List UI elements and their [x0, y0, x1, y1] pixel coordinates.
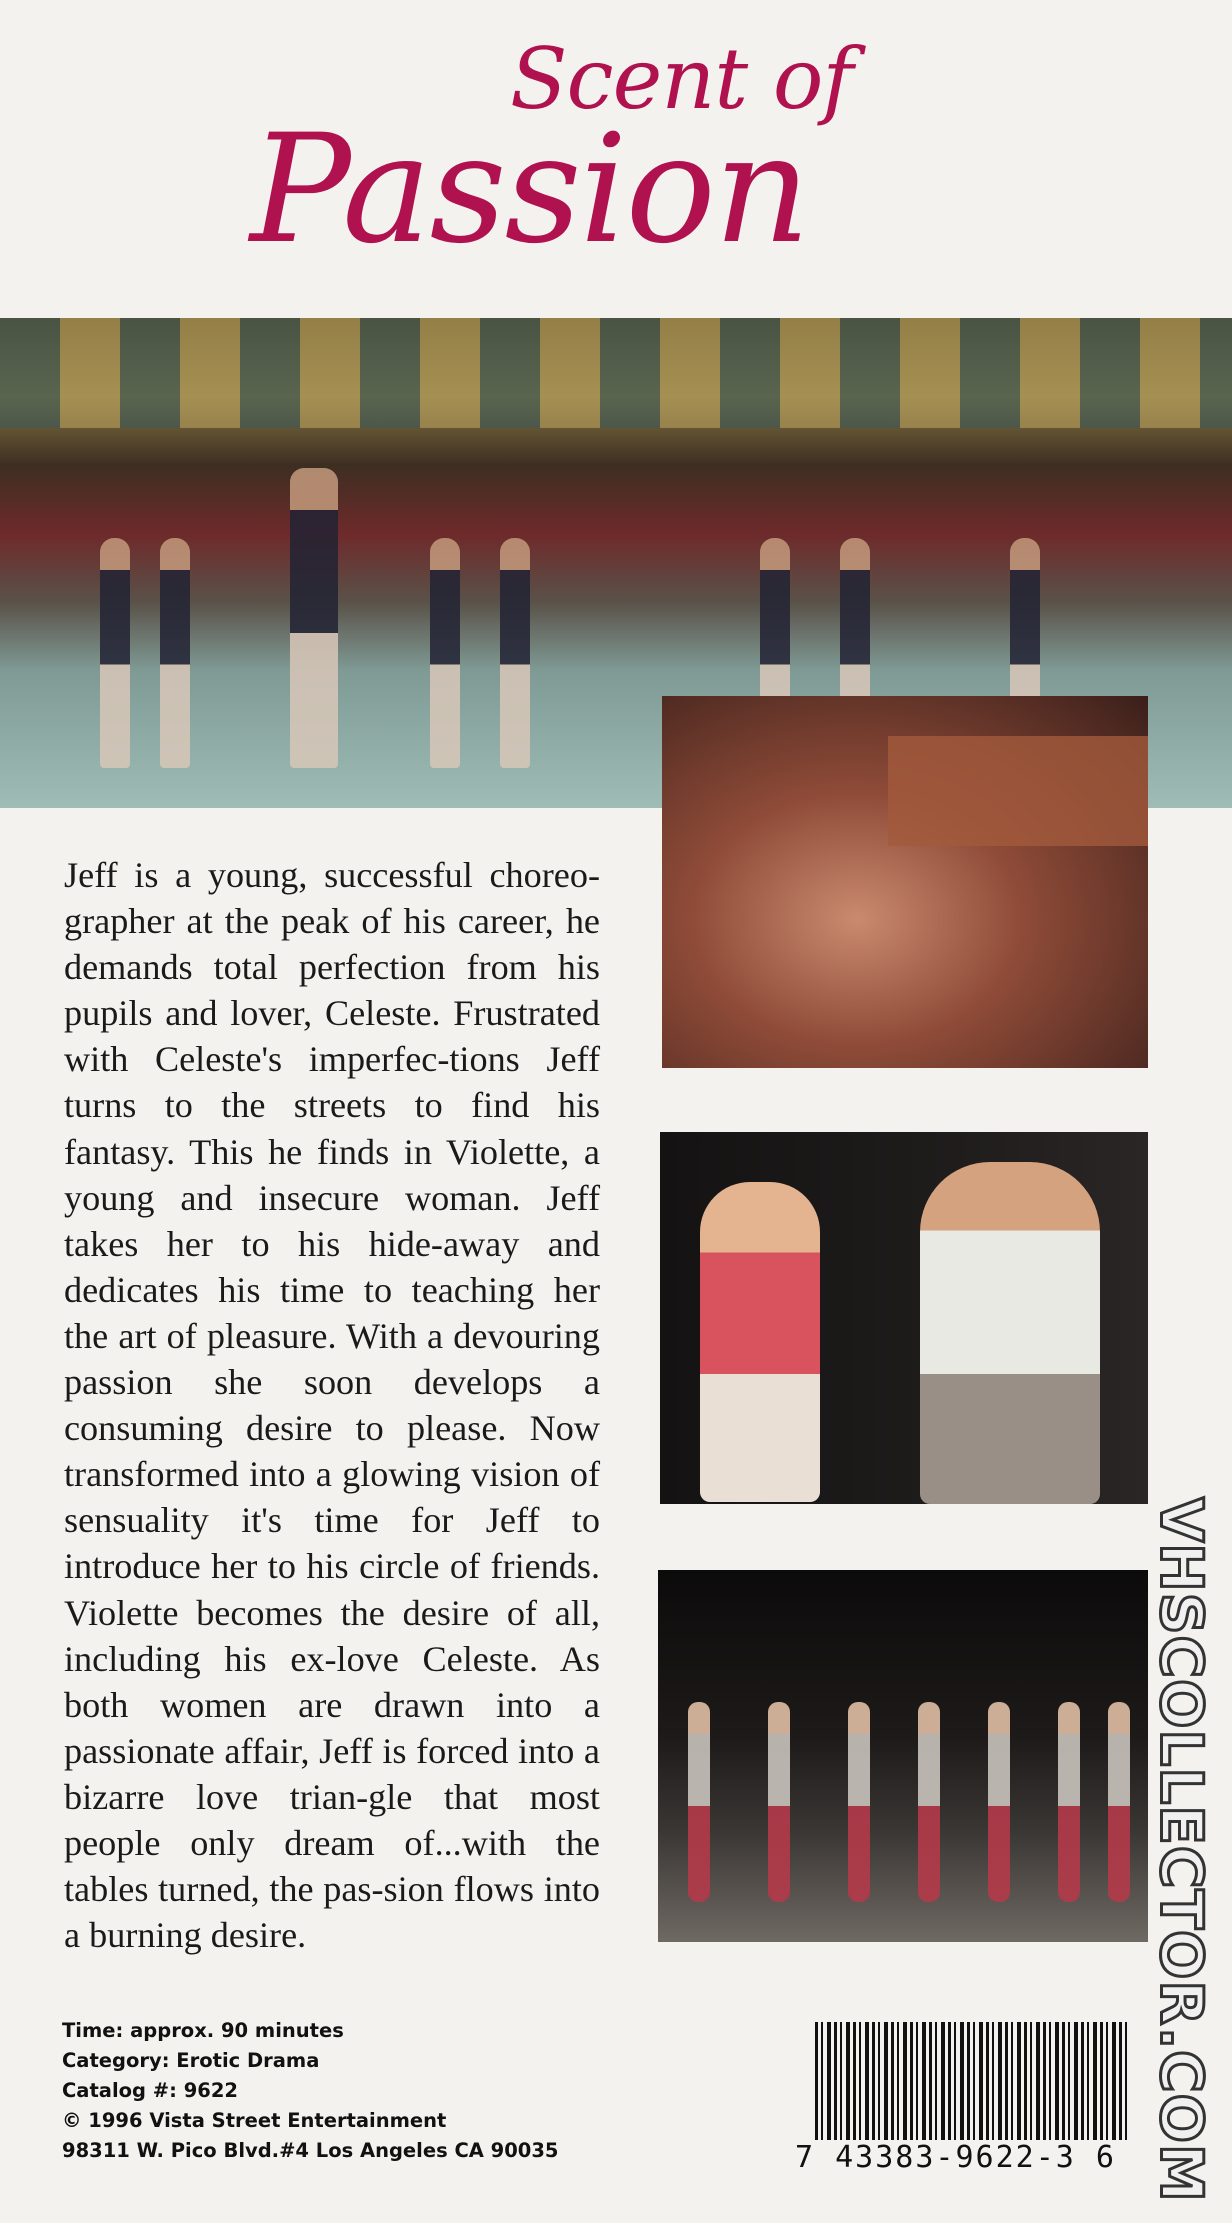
photo-stage-dancer [768, 1702, 790, 1902]
photo-stage-dancer [1058, 1702, 1080, 1902]
photo-stage-dancer [848, 1702, 870, 1902]
photo-stage-dancers [658, 1570, 1148, 1942]
photo-dancer-figure [100, 538, 130, 768]
watermark [1148, 1490, 1216, 2210]
title-line-2: Passion [250, 103, 809, 277]
photo-table-detail [888, 736, 1148, 846]
photo-stage-dancer [1108, 1702, 1130, 1902]
catalog-number-text: Catalog #: 9622 [62, 2079, 238, 2102]
title-line-1: Scent of [510, 30, 853, 128]
watermark-text: VHSCOLLECTOR.COM [1148, 1497, 1216, 2203]
photo-woman-figure [700, 1182, 820, 1502]
category-text: Category: Erotic Drama [62, 2049, 320, 2072]
photo-studio-confrontation [660, 1132, 1148, 1504]
barcode [815, 2022, 1131, 2140]
synopsis-text: Jeff is a young, successful choreo-grapher at the peak of his career, he demands total perfection from his pupils and lover, Celeste. Frustrated with Celeste's imperfec-tions Jeff turns to the streets to find his fantasy. This he finds in Violette, a young and insecure woman. Jeff takes her to his hide-away and dedicates his time to teaching her the art of pleasure. With a devouring passion she soon develops a consuming desire to please. Now transformed into a glowing vision of sensuality it's time for Jeff to introduce her to his circle of friends. Violette becomes the desire of all, including his ex-love Celeste. As both women are drawn into a passionate affair, Jeff is forced into a bizarre love trian-gle that most people only dream of...with the tables turned, the pas-sion flows into a burning desire. [64, 855, 600, 1956]
address-text: 98311 W. Pico Blvd.#4 Los Angeles CA 90035 [62, 2139, 559, 2162]
photo-man-figure [920, 1162, 1100, 1504]
product-specs [62, 2016, 622, 2166]
photo-choreographer-figure [290, 468, 338, 768]
photo-stage-dancer [918, 1702, 940, 1902]
photo-stage-dancer [688, 1702, 710, 1902]
photo-balcony-detail [0, 318, 1232, 428]
copyright-text: © 1996 Vista Street Entertainment [62, 2109, 447, 2132]
runtime-text: Time: approx. 90 minutes [62, 2019, 344, 2042]
photo-dancer-figure [500, 538, 530, 768]
photo-dancer-figure [430, 538, 460, 768]
barcode-digits: 7 43383-9622-3 6 [795, 2140, 1116, 2175]
photo-couple-scene [662, 696, 1148, 1068]
photo-dancer-figure [160, 538, 190, 768]
photo-stage-dancer [988, 1702, 1010, 1902]
